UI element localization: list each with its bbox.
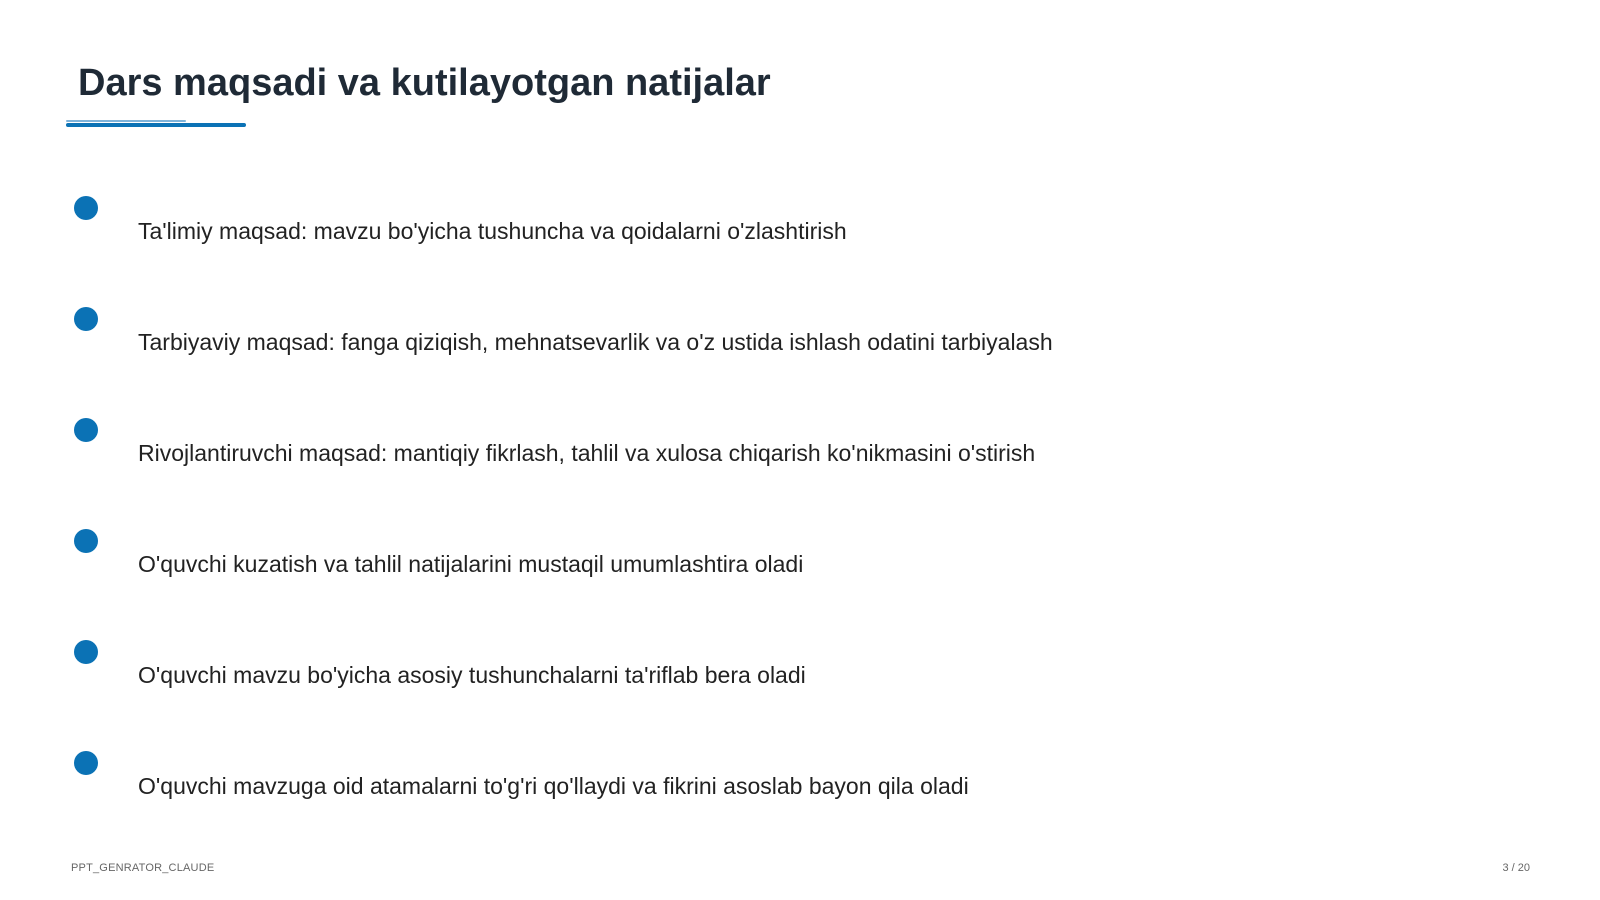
bullet-dot-icon	[74, 640, 98, 664]
list-item	[0, 751, 1500, 811]
slide-title: Dars maqsadi va kutilayotgan natijalar	[78, 62, 771, 104]
list-item	[0, 307, 1500, 367]
bullet-dot-icon	[74, 307, 98, 331]
list-item	[0, 640, 1500, 700]
bullet-dot-icon	[74, 529, 98, 553]
bullet-dot-icon	[74, 418, 98, 442]
list-item-text: O'quvchi mavzuga oid atamalarni to'g'ri qo'llaydi va fikrini asoslab bayon qila oladi	[138, 773, 969, 799]
list-item-text: Ta'limiy maqsad: mavzu bo'yicha tushuncha va qoidalarni o'zlashtirish	[138, 218, 847, 244]
list-item	[0, 529, 1500, 589]
list-item-text: O'quvchi kuzatish va tahlil natijalarini mustaqil umumlashtira oladi	[138, 551, 804, 577]
list-item-text: Tarbiyaviy maqsad: fanga qiziqish, mehnatsevarlik va o'z ustida ishlash odatini tarbiyalash	[138, 329, 1053, 355]
bullet-dot-icon	[74, 196, 98, 220]
title-underline	[66, 123, 246, 127]
list-item	[0, 418, 1500, 478]
list-item-text: Rivojlantiruvchi maqsad: mantiqiy fikrlash, tahlil va xulosa chiqarish ko'nikmasini o'stirish	[138, 440, 1036, 466]
list-item-text: O'quvchi mavzu bo'yicha asosiy tushunchalarni ta'riflab bera oladi	[138, 662, 806, 688]
title-underline-accent	[66, 120, 186, 122]
list-item	[0, 196, 1500, 256]
bullet-dot-icon	[74, 751, 98, 775]
footer-label: PPT_GENRATOR_CLAUDE	[71, 862, 215, 874]
page-number: 3 / 20	[1502, 862, 1530, 874]
